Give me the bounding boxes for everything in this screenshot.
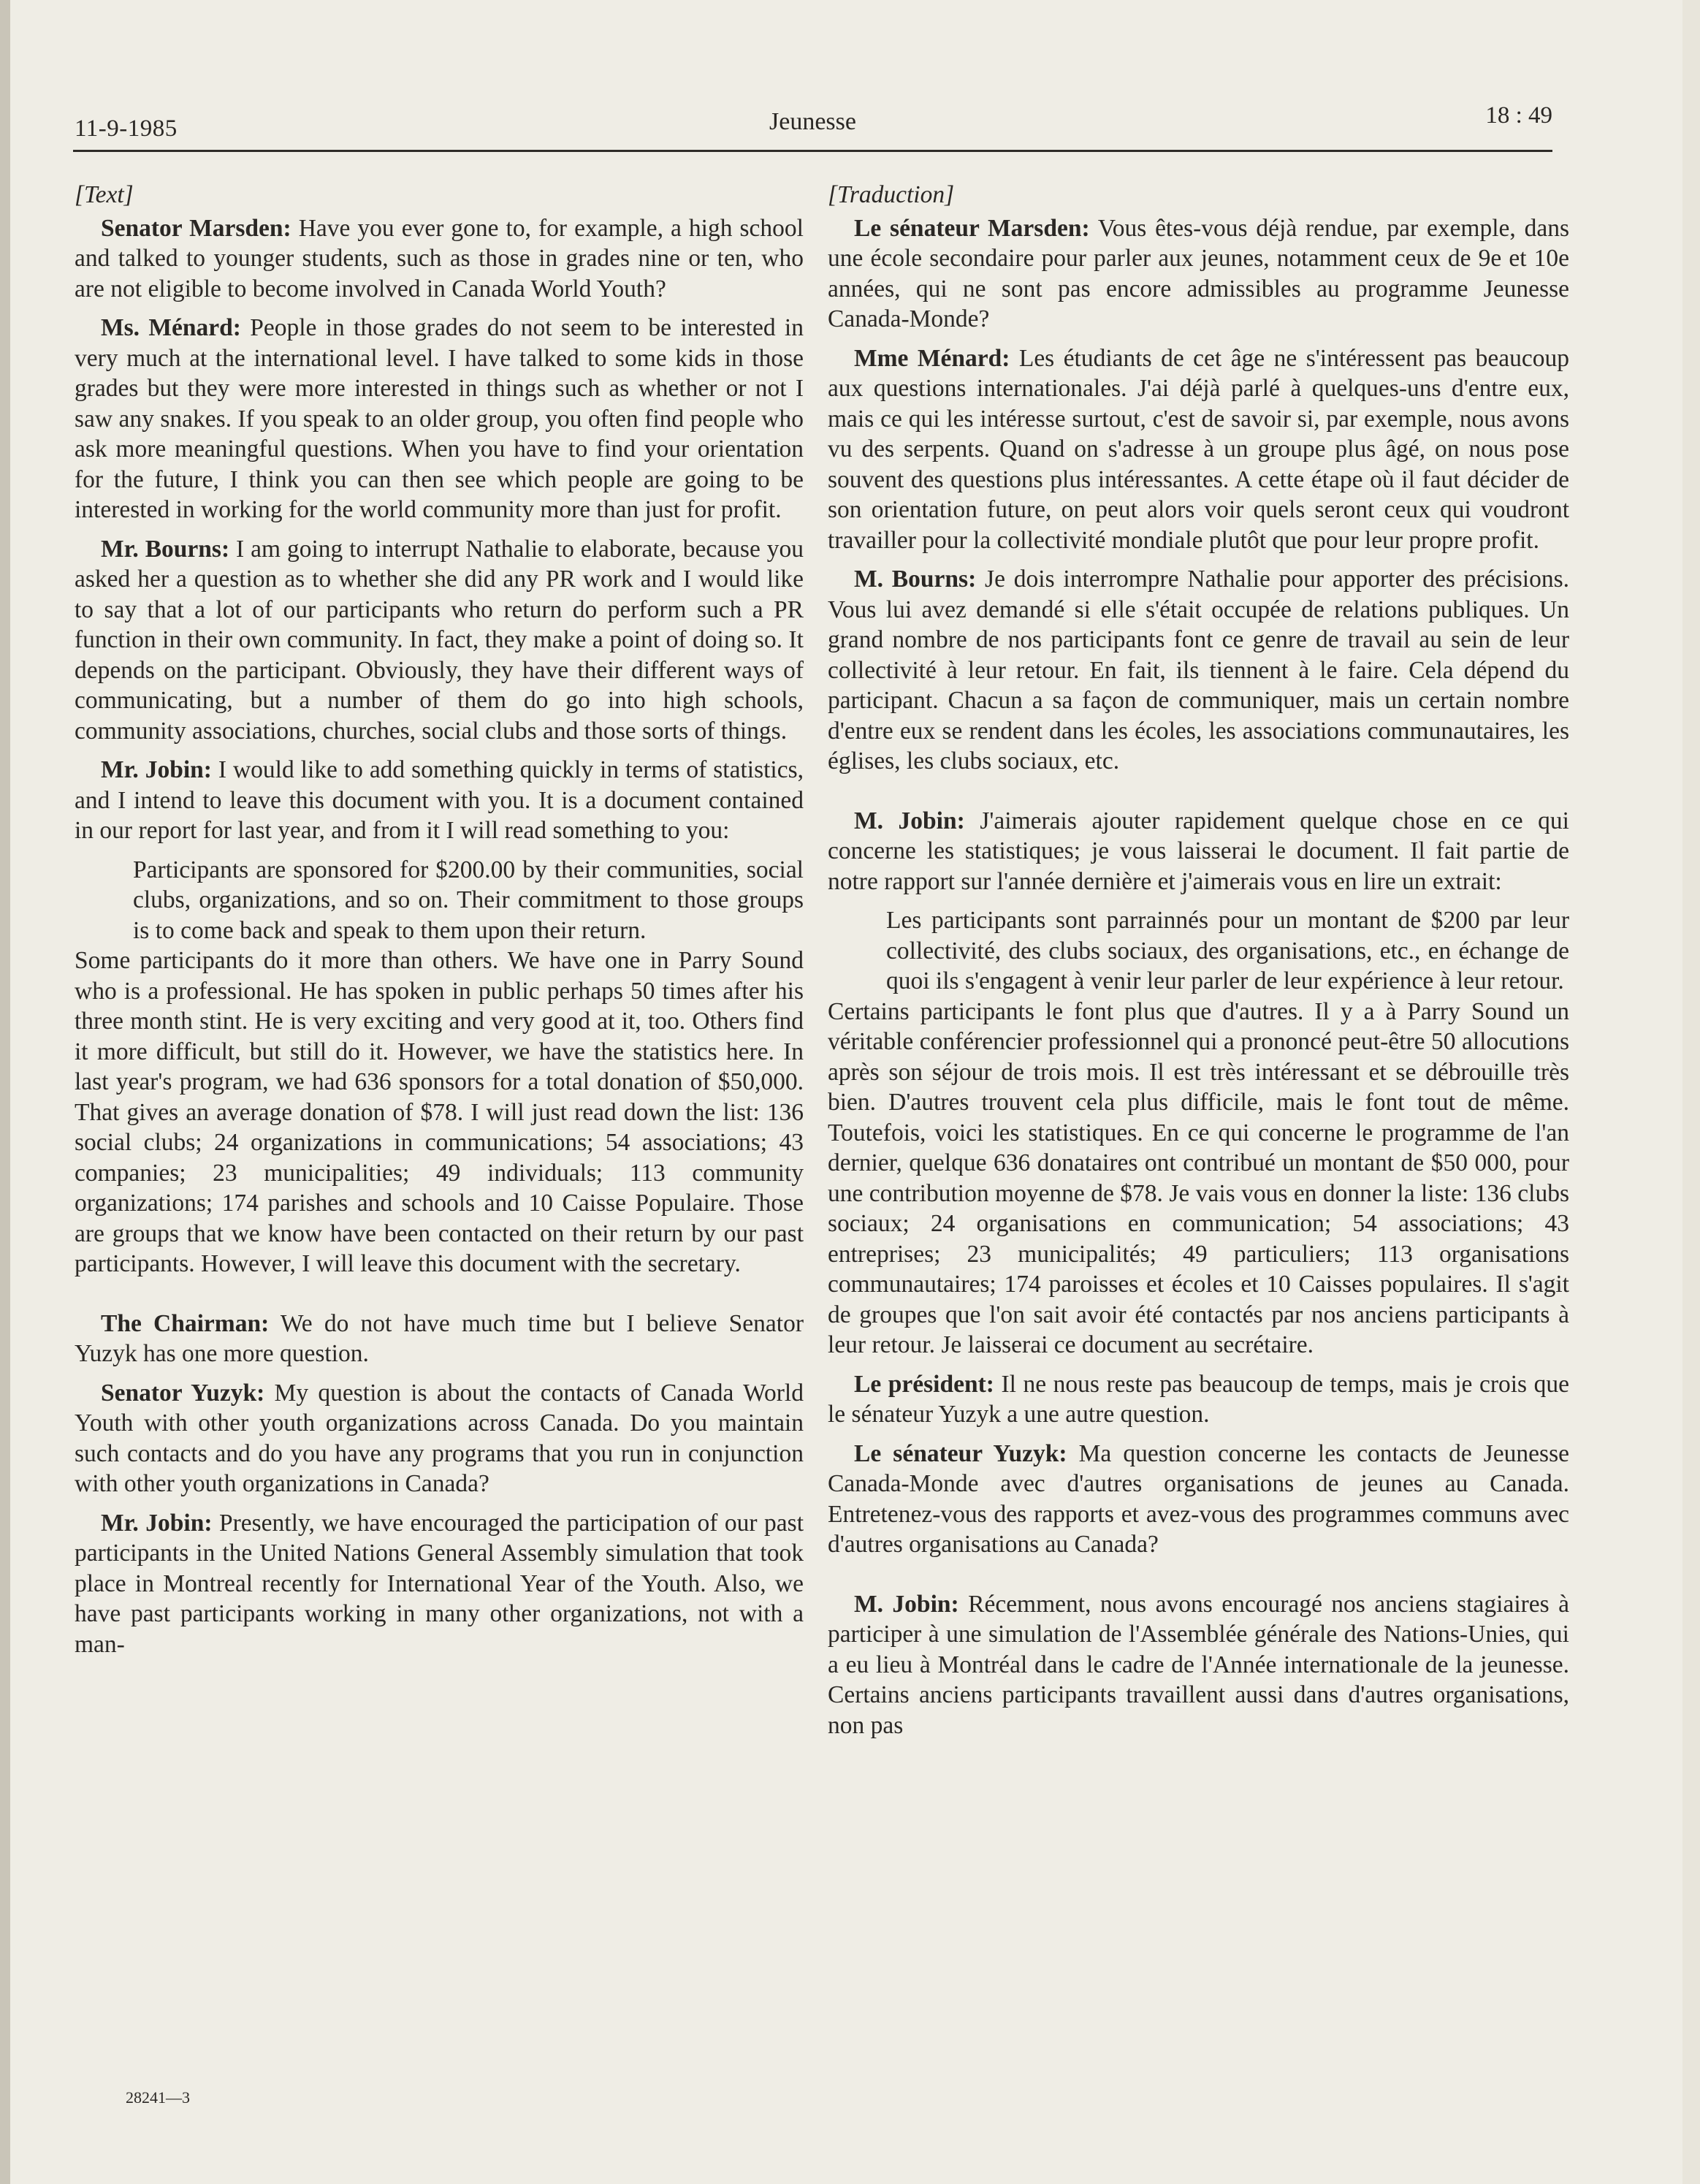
english-paragraph: [75, 1309, 804, 1369]
english-paragraph: [75, 1508, 804, 1660]
french-paragraph: [828, 1439, 1569, 1560]
speech-text: Have you ever gone to, for example, a high school and talked to younger students, such as those in grades nine or ten, who are not eligible to become involved in Canada World Youth?: [75, 214, 804, 303]
french-paragraph: [828, 806, 1569, 897]
speech-text: People in those grades do not seem to be interested in very much at the international level. I have talked to some kids in those grades but they were more interested in things such as whether or not I saw any snakes. If you speak to an older group, you often find people who ask more meaningful questions. When you have to find your orientation for the future, I think you can then see which people are going to be interested in working for the world community more than just for profit.: [75, 314, 804, 523]
english-paragraph: [75, 534, 804, 747]
french-column: [828, 180, 1569, 1749]
speaker-name: Le sénateur Yuzyk:: [854, 1439, 1067, 1467]
speaker-name: Senator Yuzyk:: [101, 1379, 265, 1407]
header-page-number: 18 : 49: [1485, 102, 1552, 129]
speech-text: My question is about the contacts of Canada World Youth with other youth organizations across Canada. Do you maintain such contacts and do you have any programs that you run in conjunction with other youth organizations in Canada?: [75, 1379, 804, 1497]
speech-text: I am going to interrupt Nathalie to elaborate, because you asked her a question as to whether she did any PR work and I would like to say that a lot of our participants who return do perform such a PR function in their own community. In fact, they make a point of doing so. It depends on the participant. Obviously, they have their different ways of communicating, but a number of them do go into high schools, community associations, churches, social clubs and those sorts of things.: [75, 535, 804, 745]
french-paragraph: [828, 1589, 1569, 1741]
speech-text: Vous êtes-vous déjà rendue, par exemple, dans une école secondaire pour parler aux jeunes, notamment ceux de 9e et 10e années, qui ne sont pas encore admissibles au programme Jeunesse Canada-Monde?: [828, 214, 1570, 332]
speaker-name: The Chairman:: [101, 1309, 270, 1337]
header-rule: [73, 150, 1552, 152]
speaker-name: Senator Marsden:: [101, 214, 291, 242]
french-paragraph: [828, 564, 1569, 777]
speech-text: Les étudiants de cet âge ne s'intéressent pas beaucoup aux questions internationales. J'ai déjà parlé à quelques-uns d'entre eux, mais ce qui les intéresse surtout, c'est de savoir si, par exemple, nous avons vu des serpents. Quand on s'adresse à un groupe plus âgé, on nous pose souvent des questions plus intéressantes. A cette étape où il faut décider de son orientation future, on peut alors voir quels seront ceux qui voudront travailler pour la collectivité mondiale plutôt que pour leur propre profit.: [828, 344, 1569, 554]
english-paragraph-continued: Some participants do it more than others. We have one in Parry Sound who is a professional. He has spoken in public perhaps 50 times after his three month stint. He is very exciting and very good at it, too. Others find it more difficult, but still do it. However, we have the statistics here. In last year's program, we had 636 sponsors for a total donation of $50,000. That gives an average donation of $78. I will just read down the list: 136 social clubs; 24 organizations in communications; 54 associations; 43 companies; 23 municipalities; 49 individuals; 113 community organizations; 174 parishes and schools and 10 Caisse Populaire. Those are groups that we know have been contacted on their return by our past participants. However, I will leave this document with the secretary.: [75, 947, 804, 1277]
french-paragraph: [828, 1369, 1569, 1430]
english-quotation: Participants are sponsored for $200.00 by their communities, social clubs, organizations, and so on. Their commitment to those groups is to come back and speak to them upon their return.: [133, 856, 804, 944]
speech-text: Récemment, nous avons encouragé nos anciens stagiaires à participer à une simulation de l'Assemblée générale des Nations-Unies, qui a eu lieu à Montréal dans le cadre de l'Année internationale de la jeunesse. Certains anciens participants travaillent aussi dans d'autres organisations, non pas: [828, 1590, 1569, 1739]
english-paragraph: [75, 755, 804, 846]
speaker-name: M. Jobin:: [854, 807, 965, 834]
header-date: 11-9-1985: [75, 115, 178, 142]
speech-text: Ma question concerne les contacts de Jeunesse Canada-Monde avec d'autres organisations de jeunes au Canada. Entretenez-vous des rapports et avez-vous des programmes communs avec d'autres organisations au Canada?: [828, 1439, 1569, 1558]
speaker-name: Le sénateur Marsden:: [854, 214, 1090, 242]
speaker-name: Mme Ménard:: [854, 344, 1010, 372]
french-paragraph: [828, 213, 1569, 335]
speech-text: I would like to add something quickly in terms of statistics, and I intend to leave this document with you. It is a document contained in our report for last year, and from it I will read something to you:: [75, 756, 804, 844]
speaker-name: Mr. Jobin:: [101, 1509, 213, 1537]
speaker-name: Mr. Bourns:: [101, 535, 230, 563]
speech-text: Il ne nous reste pas beaucoup de temps, mais je crois que le sénateur Yuzyk a une autre question.: [828, 1370, 1569, 1428]
english-paragraph: [75, 313, 804, 525]
french-section-tag: [Traduction]: [828, 181, 955, 208]
english-paragraph: [75, 1378, 804, 1499]
page-header: [73, 102, 1552, 148]
speaker-name: Ms. Ménard:: [101, 314, 241, 341]
speech-text: J'aimerais ajouter rapidement quelque chose en ce qui concerne les statistiques; je vous laisserai le document. Il fait partie de notre rapport sur l'année dernière et j'aimerais vous en lire un extrait:: [828, 807, 1569, 895]
speaker-name: Mr. Jobin:: [101, 756, 212, 783]
speech-text: Je dois interrompre Nathalie pour apporter des précisions. Vous lui avez demandé si elle s'était occupée de relations publiques. Un grand nombre de nos participants font ce genre de travail au sein de leur collectivité à leur retour. En fait, ils tiennent à le faire. Cela dépend du participant. Chacun a sa façon de communiquer, mais un certain nombre d'entre eux se rendent dans les écoles, les associations communautaires, les églises, les clubs sociaux, etc.: [828, 566, 1569, 775]
header-title: Jeunesse: [769, 108, 856, 135]
english-column: [75, 180, 804, 1668]
english-section-tag: [Text]: [75, 181, 134, 208]
french-paragraph-continued: Certains participants le font plus que d'autres. Il y a à Parry Sound un véritable conférencier professionnel qui a prononcé peut-être 50 allocutions après son séjour de trois mois. Il est très intéressant et se débrouille très bien. D'autres trouvent cela plus difficile, mais le font tout de même. Toutefois, voici les statistiques. En ce qui concerne le programme de l'an dernier, quelque 636 donataires ont contribué un montant de $50 000, pour une contribution moyenne de $78. Je vais vous en donner la liste: 136 clubs sociaux; 24 organisations en communication; 54 associations; 43 entreprises; 23 municipalités; 49 particuliers; 113 organisations communautaires; 174 paroisses et écoles et 10 Caisses populaires. Il s'agit de groupes que l'on sait avoir été contactés par nos anciens participants à leur retour. Je laisserai ce document au secrétaire.: [828, 997, 1569, 1358]
speaker-name: M. Bourns:: [854, 566, 977, 593]
speech-text: We do not have much time but I believe Senator Yuzyk has one more question.: [75, 1309, 804, 1367]
french-paragraph: [828, 343, 1569, 556]
speaker-name: M. Jobin:: [854, 1590, 959, 1618]
print-code: 28241—3: [126, 2088, 190, 2107]
speaker-name: Le président:: [854, 1370, 994, 1398]
english-paragraph: [75, 213, 804, 305]
speech-text: Presently, we have encouraged the participation of our past participants in the United Nations General Assembly simulation that took place in Montreal recently for International Year of the Youth. Also, we have past participants working in many other organizations, not with a man-: [75, 1509, 804, 1658]
french-quotation: Les participants sont parrainnés pour un montant de $200 par leur collectivité, des clubs sociaux, des organisations, etc., en échange de quoi ils s'engagent à venir leur parler de leur expérience à leur retour.: [886, 907, 1569, 994]
